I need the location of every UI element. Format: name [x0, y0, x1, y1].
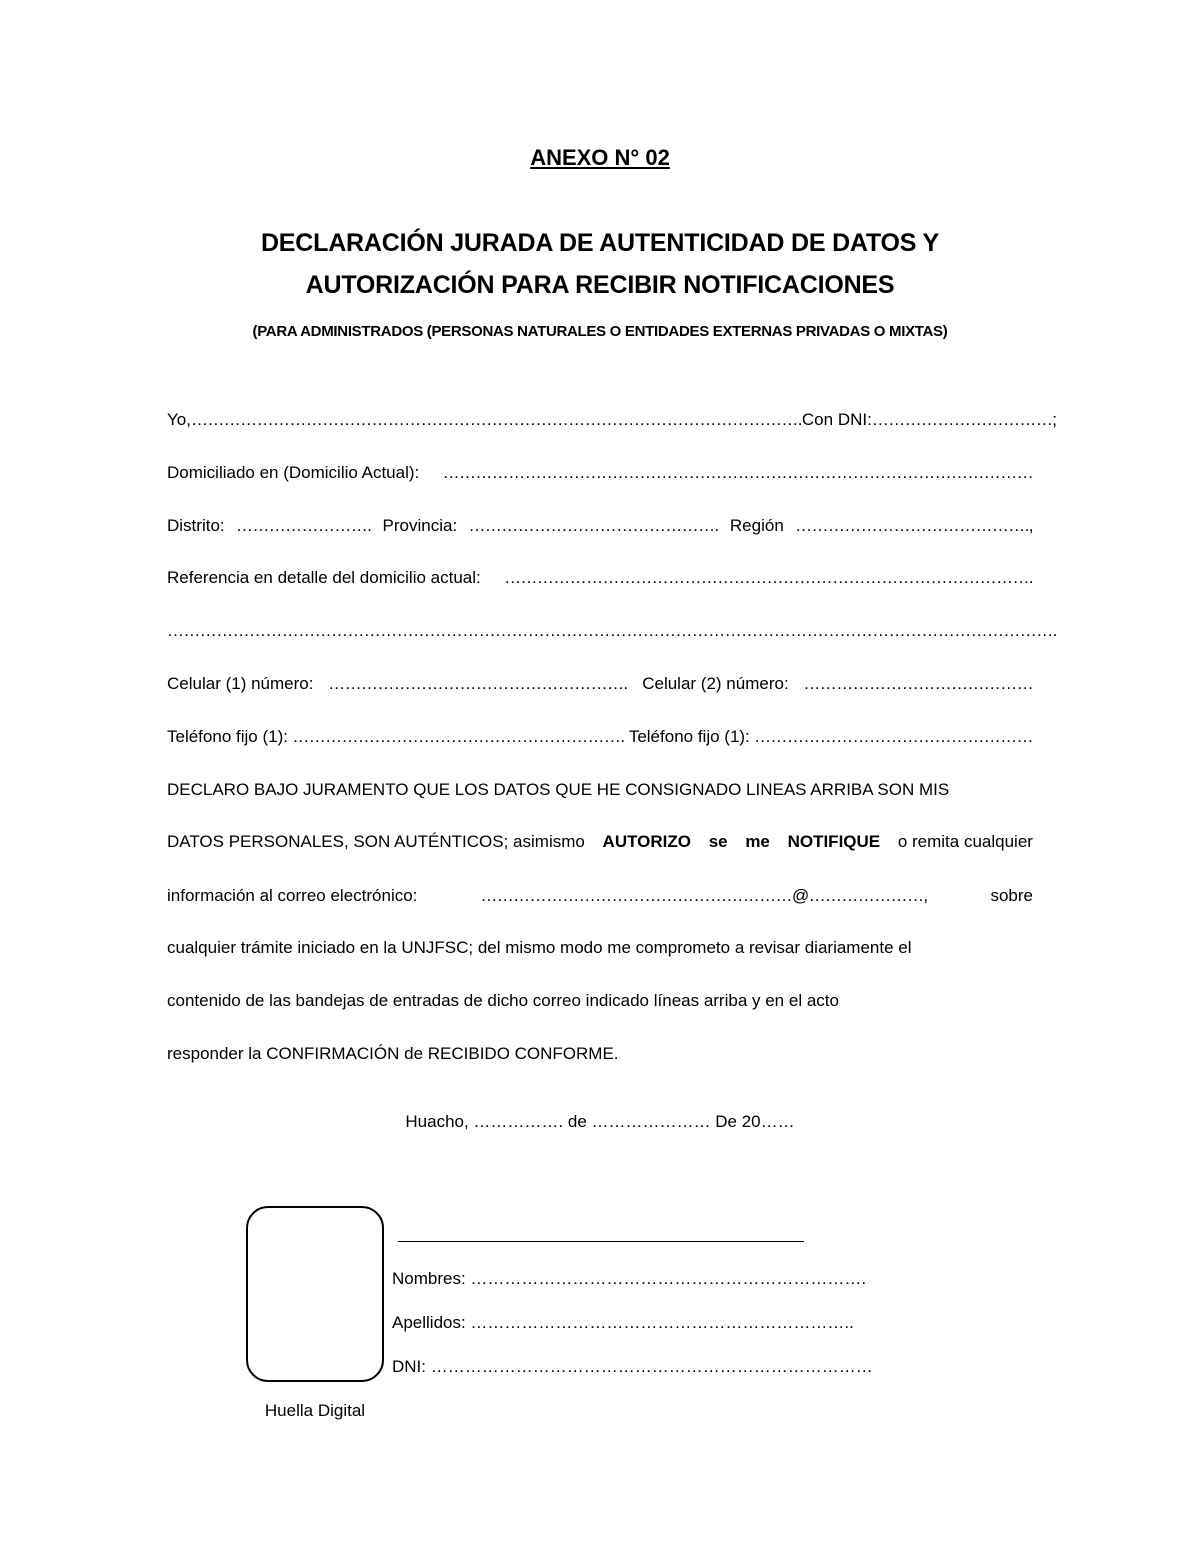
- telefono1-label: Teléfono fijo (1):: [167, 727, 288, 746]
- celular2-label: Celular (2) número:: [642, 674, 789, 693]
- yo-label: Yo,: [167, 410, 191, 429]
- signature-line[interactable]: [398, 1241, 804, 1242]
- declaration-line-4: [167, 937, 1033, 959]
- referencia-blank[interactable]: …………………………………………………………………………………….: [504, 568, 1033, 587]
- declaration-notifique: NOTIFIQUE: [787, 832, 881, 851]
- dni-label: Con DNI:: [801, 410, 872, 429]
- fingerprint-label: Huella Digital: [264, 1401, 366, 1420]
- referencia-label: Referencia en detalle del domicilio actual:: [167, 568, 481, 587]
- distrito-label: Distrito:: [167, 516, 225, 535]
- declaration-sobre: sobre: [990, 886, 1033, 905]
- declaration-line-5: [167, 990, 1033, 1012]
- celular1-label: Celular (1) número:: [167, 674, 314, 693]
- celular2-blank[interactable]: ……………………………………: [803, 674, 1033, 693]
- field-row-name-dni: [167, 409, 1057, 431]
- dni-blank[interactable]: ……………………………;: [871, 410, 1057, 429]
- region-blank[interactable]: …………………………………….,: [795, 516, 1033, 535]
- domicilio-blank[interactable]: ………………………………………………………………………………………………: [442, 463, 1033, 482]
- declaration-se: se: [708, 832, 728, 851]
- provincia-label: Provincia:: [382, 516, 458, 535]
- document-subtitle: (PARA ADMINISTRADOS (PERSONAS NATURALES O ENTIDADES EXTERNAS PRIVADAS O MIXTAS): [252, 323, 948, 340]
- email-label: información al correo electrónico:: [167, 886, 418, 905]
- place-date-line[interactable]: Huacho, ……………. de ………………… De 20……: [405, 1112, 795, 1131]
- declaration-text-2a: DATOS PERSONALES, SON AUTÉNTICOS; asimismo: [167, 832, 585, 851]
- declaration-text-2f: o remita cualquier: [897, 832, 1033, 851]
- declaration-text-4: cualquier trámite iniciado en la UNJFSC; del mismo modo me comprometo a revisar diariamente el: [167, 938, 912, 957]
- field-row-location: [167, 515, 1033, 537]
- domicilio-label: Domiciliado en (Domicilio Actual):: [167, 463, 420, 482]
- declaration-text-5: contenido de las bandejas de entradas de dicho correo indicado líneas arriba y en el acto: [167, 991, 839, 1010]
- annex-number: ANEXO N° 02: [530, 145, 670, 170]
- field-row-domicilio: [167, 462, 1033, 484]
- declaration-me: me: [745, 832, 770, 851]
- declaration-line-1: [167, 779, 1033, 801]
- region-label: Región: [729, 516, 784, 535]
- document-title-line1: DECLARACIÓN JURADA DE AUTENTICIDAD DE DATOS Y: [260, 229, 940, 257]
- telefono2-label: Teléfono fijo (1):: [628, 727, 750, 746]
- telefono2-blank[interactable]: ……………………………………………: [754, 727, 1033, 746]
- declaration-autorizo: AUTORIZO: [602, 832, 692, 851]
- telefono1-blank[interactable]: …………………………………………………….: [292, 727, 625, 746]
- distrito-blank[interactable]: …………………….: [235, 516, 372, 535]
- celular1-blank[interactable]: ……………………………………………….: [328, 674, 628, 693]
- fingerprint-box: [246, 1206, 384, 1382]
- signature-apellidos[interactable]: Apellidos: …………………………………………………………..: [392, 1313, 854, 1332]
- declaration-text-6: responder la CONFIRMACIÓN de RECIBIDO CONFORME.: [167, 1044, 619, 1063]
- email-blank[interactable]: …………………………………………………@…………………,: [480, 886, 928, 905]
- declaration-line-2: [167, 831, 1033, 853]
- provincia-blank[interactable]: ……………………………………….: [468, 516, 719, 535]
- name-blank[interactable]: ………………………………………………………………………………………………….: [190, 410, 802, 429]
- field-row-referencia: [167, 567, 1033, 589]
- document-title-line2: AUTORIZACIÓN PARA RECIBIR NOTIFICACIONES: [305, 271, 895, 299]
- referencia-blank-line2[interactable]: ……………………………………………………………………………………………………………………………………………….: [167, 621, 1057, 640]
- signature-dni[interactable]: DNI: ……………………………………………………………………: [392, 1357, 873, 1376]
- declaration-line-6: [167, 1043, 1033, 1065]
- declaration-text-1: DECLARO BAJO JURAMENTO QUE LOS DATOS QUE HE CONSIGNADO LINEAS ARRIBA SON MIS: [167, 780, 950, 799]
- field-row-referencia-cont: [167, 620, 1057, 642]
- field-row-celulares: [167, 673, 1033, 695]
- signature-nombres[interactable]: Nombres: …………………………………………………………….: [392, 1269, 867, 1288]
- declaration-line-3: [167, 885, 1033, 907]
- field-row-telefonos: [167, 726, 1033, 748]
